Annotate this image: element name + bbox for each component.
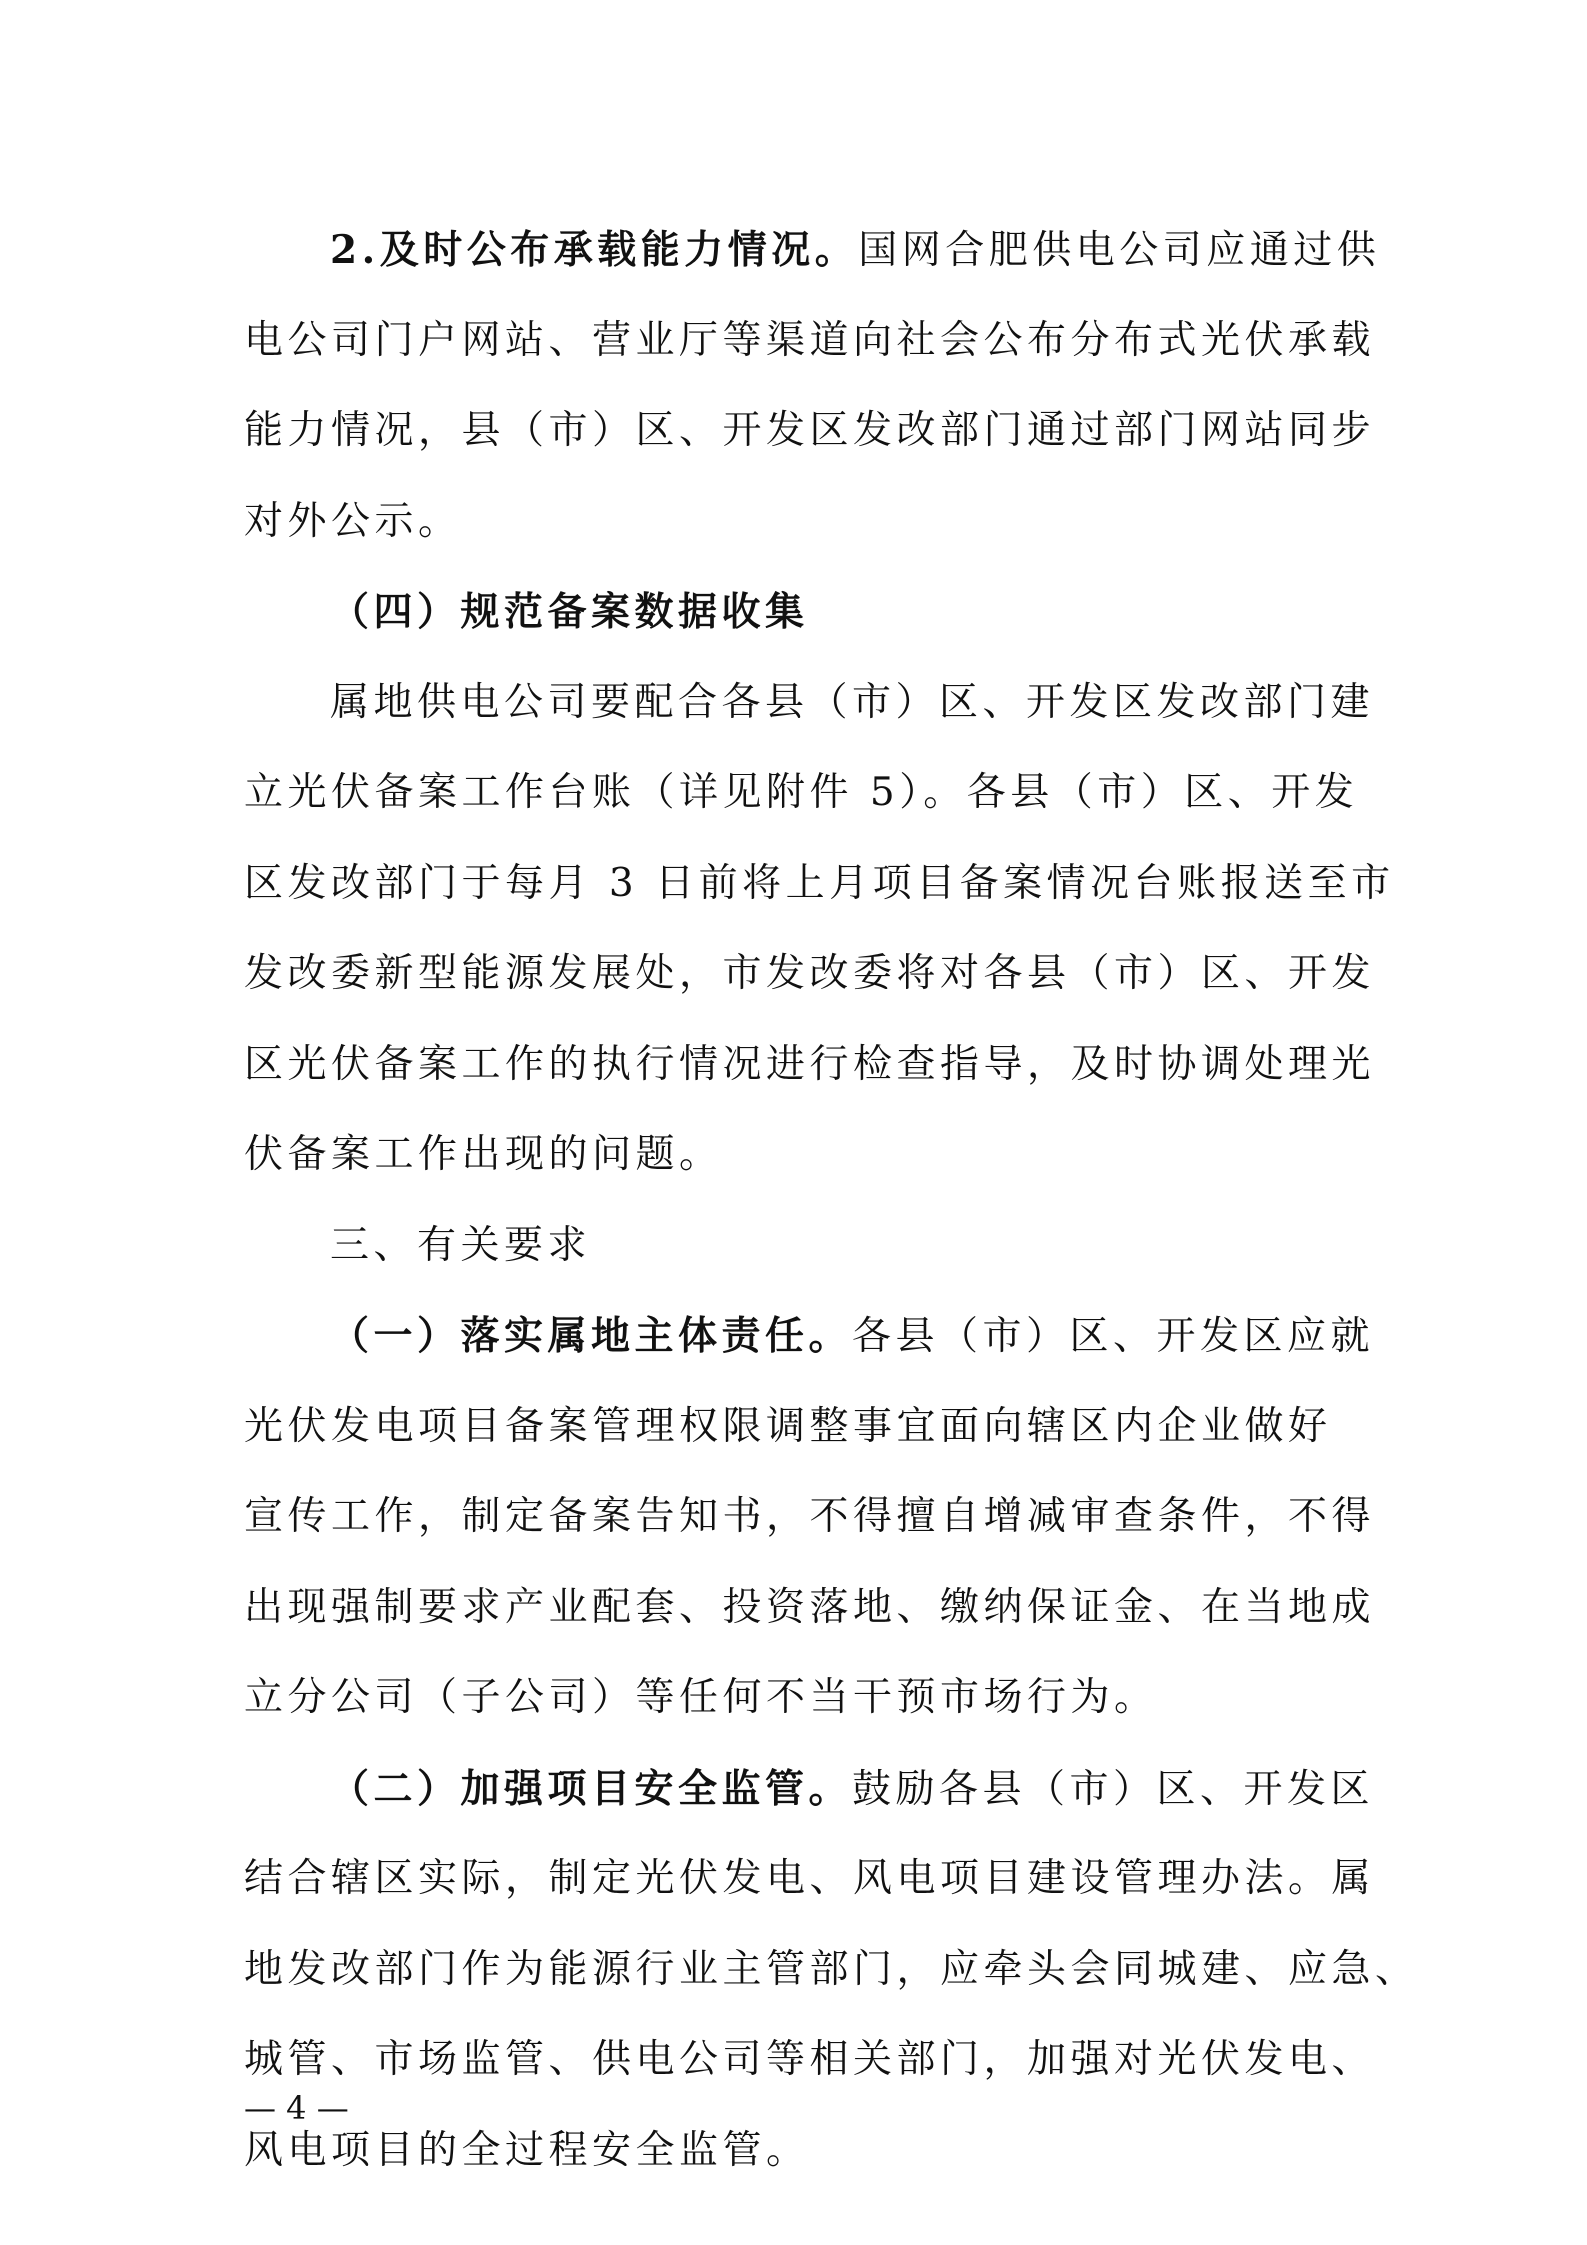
text-line: 对外公示。 xyxy=(244,498,462,544)
paragraph-publish-capacity xyxy=(244,205,1381,567)
text-line xyxy=(244,205,1381,296)
paragraph-safety-supervision xyxy=(244,1744,1419,2197)
text-line: 结合辖区实际，制定光伏发电、风电项目建设管理办法。属 xyxy=(244,1856,1376,1901)
text-line: 立分公司（子公司）等任何不当干预市场行为。 xyxy=(244,1675,1158,1720)
text-line: 光伏发电项目备案管理权限调整事宜面向辖区内企业做好 xyxy=(244,1403,1332,1449)
text-line: 区发改部门于每月 3 日前将上月项目备案情况台账报送至市 xyxy=(244,860,1395,906)
section-heading-3 xyxy=(244,1201,1348,1292)
text-line: 地发改部门作为能源行业主管部门，应牵头会同城建、应急、 xyxy=(244,1946,1419,1992)
text-line xyxy=(244,1744,1375,1835)
text-line: 伏备案工作出现的问题。 xyxy=(244,1132,723,1177)
text-line: 宣传工作，制定备案告知书，不得擅自增减审查条件，不得 xyxy=(244,1494,1376,1539)
section-heading-4 xyxy=(244,567,1348,658)
line-text: 鼓励各县（市）区、开发区 xyxy=(852,1766,1375,1812)
paragraph-local-responsibility xyxy=(244,1291,1376,1744)
bold-lead: 2.及时公布承载能力情况。 xyxy=(330,227,859,273)
paragraph-filing-data xyxy=(244,658,1395,1201)
text-line: 区光伏备案工作的执行情况进行检查指导，及时协调处理光 xyxy=(244,1041,1376,1087)
text-line: 属地供电公司要配合各县（市）区、开发区发改部门建 xyxy=(330,679,1375,725)
text-line: 立光伏备案工作台账（详见附件 5）。各县（市）区、开发 xyxy=(244,770,1359,815)
bold-lead: （一）落实属地主体责任。 xyxy=(330,1313,853,1359)
heading-text: 三、有关要求 xyxy=(330,1222,592,1268)
line-text: 国网合肥供电公司应通过供 xyxy=(858,228,1381,273)
text-line xyxy=(244,1291,1375,1382)
bold-lead: （二）加强项目安全监管。 xyxy=(330,1765,853,1812)
text-line: 城管、市场监管、供电公司等相关部门，加强对光伏发电、 xyxy=(244,2037,1376,2082)
text-line: 风电项目的全过程安全监管。 xyxy=(244,2127,810,2173)
text-line: 能力情况，县（市）区、开发区发改部门通过部门网站同步 xyxy=(244,408,1376,453)
page-number: — 4 — xyxy=(244,2089,349,2127)
document-body xyxy=(244,205,1419,2196)
text-line: 出现强制要求产业配套、投资落地、缴纳保证金、在当地成 xyxy=(244,1584,1376,1630)
text-line: 电公司门户网站、营业厅等渠道向社会公布分布式光伏承载 xyxy=(244,317,1376,363)
text-line: 发改委新型能源发展处，市发改委将对各县（市）区、开发 xyxy=(244,951,1376,996)
heading-text: （四）规范备案数据收集 xyxy=(330,589,809,635)
line-text: 各县（市）区、开发区应就 xyxy=(852,1314,1375,1359)
